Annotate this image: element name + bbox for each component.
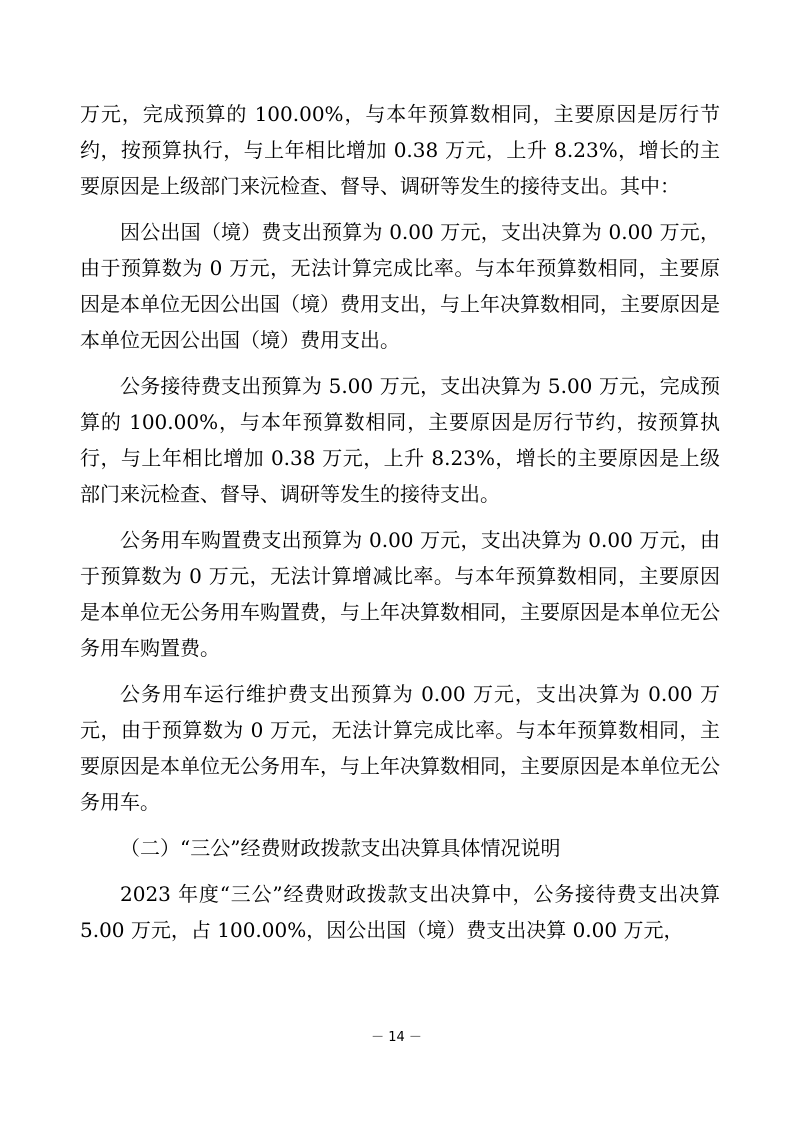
paragraph-overseas-travel: 因公出国（境）费支出预算为 0.00 万元，支出决算为 0.00 万元，由于预算数为 0 万元，无法计算完成比率。与本年预算数相同，主要原因是本单位无因公出国（境）费用支出，与上年决算数相同，主要原因是本单位无因公出国（境）费用支出。 — [80, 220, 720, 352]
paragraph-vehicle-maintenance: 公务用车运行维护费支出预算为 0.00 万元，支出决算为 0.00 万元，由于预算数为 0 万元，无法计算完成比率。与本年预算数相同，主要原因是本单位无公务用车，与上年决算数相同，主要原因是本单位无公务用车。 — [80, 682, 720, 814]
page-number: － 14 － — [371, 1030, 422, 1045]
paragraph-summary: 2023 年度“三公”经费财政拨款支出决算中，公务接待费支出决算 5.00 万元，占 100.00%，因公出国（境）费支出决算 0.00 万元， — [80, 882, 720, 942]
paragraph-continuation: 万元，完成预算的 100.00%，与本年预算数相同，主要原因是厉行节约，按预算执行，与上年相比增加 0.38 万元，上升 8.23%，增长的主要原因是上级部门来沅检查、督导、调研等发生的接待支出。其中： — [80, 102, 720, 198]
document-body — [80, 96, 720, 948]
paragraph-vehicle-purchase: 公务用车购置费支出预算为 0.00 万元，支出决算为 0.00 万元，由于预算数为 0 万元，无法计算增减比率。与本年预算数相同，主要原因是本单位无公务用车购置费，与上年决算数相同，主要原因是本单位无公务用车购置费。 — [80, 528, 720, 660]
section-heading: （二）“三公”经费财政拨款支出决算具体情况说明 — [120, 836, 561, 860]
paragraph-official-reception: 公务接待费支出预算为 5.00 万元，支出决算为 5.00 万元，完成预算的 100.00%，与本年预算数相同，主要原因是厉行节约，按预算执行，与上年相比增加 0.38 万元，上升 8.23%，增长的主要原因是上级部门来沅检查、督导、调研等发生的接待支出。 — [80, 374, 720, 506]
